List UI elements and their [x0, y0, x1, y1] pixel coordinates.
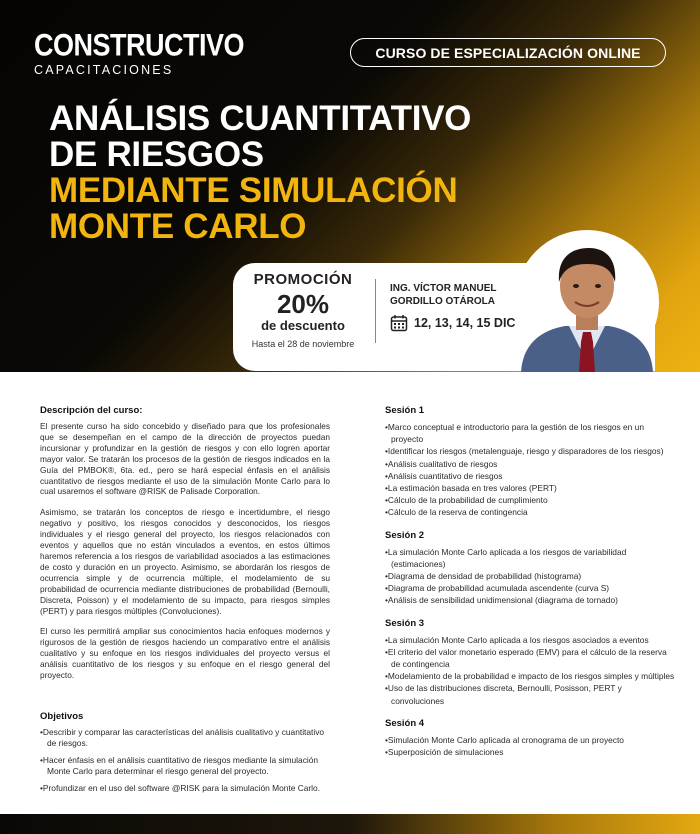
session-2 [385, 530, 675, 607]
footer-band [0, 814, 700, 834]
session-items [385, 634, 675, 707]
promo-deadline: Hasta el 28 de noviembre [251, 339, 355, 349]
session-items [385, 546, 675, 607]
session-title: Sesión 3 [385, 617, 425, 629]
session-title: Sesión 1 [385, 405, 425, 416]
list-item: •Identificar los riesgos (metalenguaje, riesgo y disparadores de los riesgos) [385, 446, 664, 457]
title-line-2: DE RIESGOS [49, 135, 264, 174]
list-item: •El criterio del valor monetario esperado (EMV) para el cálculo de la reserva de contingencia [385, 646, 667, 670]
promo-label: PROMOCIÓN [253, 271, 353, 288]
session-3 [385, 618, 675, 707]
objectives-list [40, 727, 330, 794]
list-item: •Marco conceptual e introductorio para la gestión de los riesgos en un proyecto [385, 422, 644, 445]
title-line-4: MONTE CARLO [49, 207, 307, 246]
list-item: •La estimación basada en tres valores (PERT) [385, 483, 557, 494]
list-item: •Modelamiento de la probabilidad e impacto de los riesgos simples y múltiples [385, 671, 675, 682]
list-item: •Análisis de sensibilidad unidimensional (diagrama de tornado) [385, 595, 618, 606]
logo-sub-text: CAPACITACIONES [34, 63, 174, 77]
promo-percent: 20% [276, 289, 330, 319]
session-1 [385, 405, 675, 519]
instructor-name-line-2: GORDILLO OTÁROLA [390, 296, 495, 307]
session-items [385, 734, 675, 758]
instructor-photo [513, 230, 661, 372]
course-type-badge: CURSO DE ESPECIALIZACIÓN ONLINE [350, 38, 666, 67]
objectives-heading: Objetivos [40, 710, 84, 722]
list-item: •Diagrama de probabilidad acumulada ascendente (curva S) [385, 583, 610, 594]
list-item: •Análisis cualitativo de riesgos [385, 458, 498, 469]
promo-desc: de descuento [261, 318, 345, 333]
list-item: •Uso de las distribuciones discreta, Bernoulli, Posisson, PERT y convoluciones [385, 683, 622, 706]
list-item: •Simulación Monte Carlo aplicada al cronograma de un proyecto [385, 734, 624, 745]
promo-divider [375, 279, 376, 343]
session-items [385, 421, 675, 519]
hero-banner [0, 0, 700, 372]
list-item: •La simulación Monte Carlo aplicada a los riesgos asociados a eventos [385, 634, 649, 645]
description-paragraph-1: El presente curso ha sido concebido y diseñado para que los profesionales que se desempeñan en el campo de la dirección de proyectos puedan incursionar y profundizar en la gestión de riesgos y con ello logren aportar mayor valor. Se tratarán los procesos de la gestión de riesgos indicados en la Guía del PMBOK®, 6ta. ed., pero se hará especial énfasis en el análisis cuantitativo de riesgos mediante el uso de la simulación Monte Carlo para lo cual usaremos el software @RISK de Palisade Corporation. [40, 421, 330, 497]
session-title: Sesión 4 [385, 717, 425, 729]
session-4 [385, 718, 675, 758]
description-paragraph-3: El curso les permitirá ampliar sus conocimientos hacia enfoques modernos y rigurosos de la gestión de riesgos haciendo un comparativo entre el análisis cualitativo y su enfoque en los riesgos individuales del proyecto versus el análisis cuantitativo de los riesgos y su enfoque en el riesgo general del proyecto. [40, 626, 330, 681]
instructor-name-line-1: ING. VÍCTOR MANUEL [390, 283, 497, 294]
brand-logo [34, 27, 244, 77]
instructor-name [390, 282, 496, 308]
list-item: •Describir y comparar las características del análisis cualitativo y cuantitativo de riesgos. [40, 726, 325, 748]
course-title [49, 101, 471, 245]
calendar-icon [390, 314, 408, 332]
right-column [385, 405, 675, 769]
list-item: •Análisis cuantitativo de riesgos [385, 470, 503, 481]
promo-block [233, 271, 373, 349]
list-item: •Cálculo de la probabilidad de cumplimiento [385, 495, 548, 506]
course-dates [390, 314, 515, 332]
list-item: •Cálculo de la reserva de contingencia [385, 507, 528, 518]
title-line-1: ANÁLISIS CUANTITATIVO [49, 99, 472, 138]
list-item: •La simulación Monte Carlo aplicada a los riesgos de variabilidad (estimaciones) [385, 546, 627, 569]
description-heading: Descripción del curso: [40, 405, 143, 416]
list-item: •Diagrama de densidad de probabilidad (histograma) [385, 571, 582, 582]
left-column [40, 405, 330, 800]
title-line-3: MEDIANTE SIMULACIÓN [49, 171, 458, 210]
dates-text: 12, 13, 14, 15 DIC [414, 316, 516, 330]
list-item: •Superposición de simulaciones [385, 747, 504, 758]
list-item: •Profundizar en el uso del software @RISK para la simulación Monte Carlo. [40, 782, 321, 793]
description-paragraph-2: Asimismo, se tratarán los conceptos de riesgo e incertidumbre, el riesgo negativo y positivo, los riesgos conocidos y desconocidos, los riesgos individuales y el riesgo general del proyecto, los riesgos relacionados con eventos y aquellos que no están vinculados a eventos, en estos últimos haremos referencia a los riesgos de variabilidad asociados a las estimaciones de costo y duración en un proyecto. Asimismo, se abordarán los riesgos de ocurrencia simple y de ocurrencia múltiple, el modelamiento de su probabilidad de ocurrencia mediante distribuciones de probabilidad (Bernoulli, Discreta, Poisson) y el modelamiento de su impacto, para riesgos simples (PERT) y para riesgos múltiples (Convoluciones). [40, 507, 330, 616]
list-item: •Hacer énfasis en el análisis cuantitativo de riesgos mediante la simulación Monte Carlo para determinar el riesgo general del proyecto. [40, 754, 319, 776]
session-title: Sesión 2 [385, 529, 425, 541]
logo-main-text: CONSTRUCTIVO [34, 27, 244, 63]
